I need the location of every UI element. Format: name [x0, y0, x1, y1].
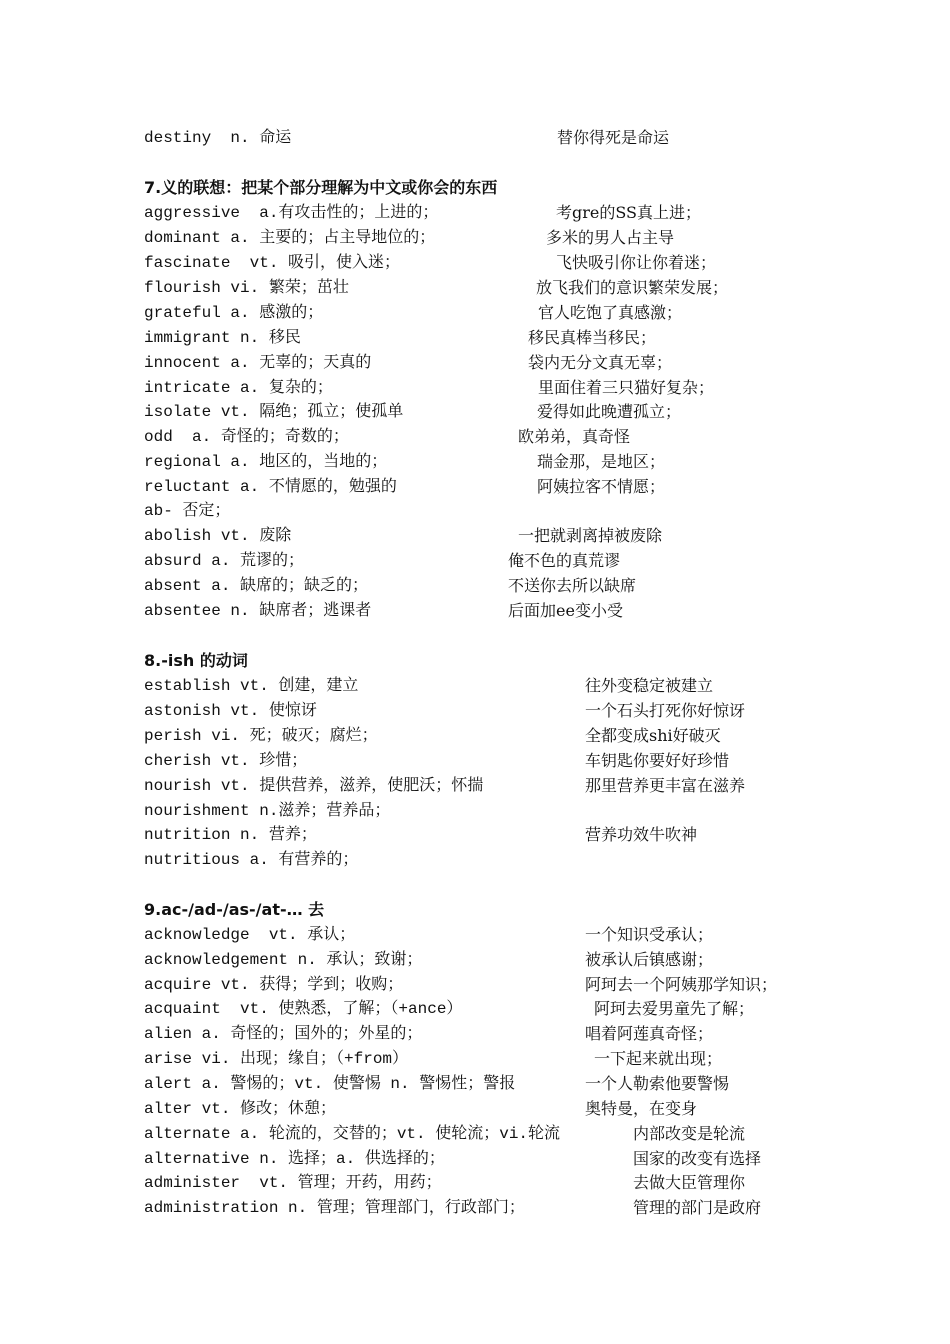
mnemonic-hint: 替你得死是命运 [557, 128, 670, 147]
vocab-word-line: innocent a. 无辜的；天真的 [144, 354, 372, 372]
vocab-word-line: alert a. 警惕的；vt. 使警惕 n. 警惕性；警报 [144, 1075, 516, 1093]
vocab-word-line: nourish vt. 提供营养，滋养，使肥沃；怀揣 [144, 777, 484, 795]
vocab-word-line: reluctant a. 不情愿的，勉强的 [144, 478, 397, 496]
mnemonic-hint: 一把就剥离掉被废除 [518, 526, 663, 545]
vocab-word-line: arise vi. 出现；缘自；（+from） [144, 1050, 409, 1068]
mnemonic-hint: 一下起来就出现； [594, 1049, 723, 1068]
mnemonic-hint: 那里营养更丰富在滋养 [585, 776, 746, 795]
mnemonic-hint: 俺不色的真荒谬 [508, 551, 621, 570]
vocab-word-line: alternate a. 轮流的，交替的；vt. 使轮流；vi.轮流 [144, 1125, 561, 1143]
vocab-word-line: grateful a. 感激的； [144, 304, 324, 322]
mnemonic-hint: 官人吃饱了真感激； [538, 303, 683, 322]
section-heading: 8.-ish 的动词 [144, 651, 248, 670]
vocab-word-line: cherish vt. 珍惜； [144, 752, 308, 770]
vocab-word-line: flourish vi. 繁荣；茁壮 [144, 279, 349, 297]
mnemonic-hint: 阿珂去一个阿姨那学知识； [585, 975, 778, 994]
vocab-word-line: absentee n. 缺席者；逃课者 [144, 602, 372, 620]
mnemonic-hint: 国家的改变有选择 [633, 1149, 762, 1168]
mnemonic-hint: 被承认后镇感谢； [585, 950, 714, 969]
vocab-word-line: astonish vt. 使惊讶 [144, 702, 317, 720]
vocab-word-line: alien a. 奇怪的；国外的；外星的； [144, 1025, 423, 1043]
vocab-word-line: perish vi. 死；破灭；腐烂； [144, 727, 378, 745]
mnemonic-hint: 不送你去所以缺席 [508, 576, 637, 595]
vocab-word-line: acknowledge vt. 承认； [144, 926, 356, 944]
mnemonic-hint: 袋内无分文真无辜； [528, 353, 673, 372]
vocab-word-line: establish vt. 创建，建立 [144, 677, 359, 695]
vocab-word-line: nourishment n.滋养；营养品； [144, 802, 391, 820]
mnemonic-hint: 阿姨拉客不情愿； [537, 477, 666, 496]
mnemonic-hint: 里面住着三只猫好复杂； [538, 378, 715, 397]
vocab-word-line: nutrition n. 营养； [144, 826, 317, 844]
vocab-word-line: aggressive a.有攻击性的；上进的； [144, 204, 439, 222]
mnemonic-hint: 一个人勒索他要警惕 [585, 1074, 730, 1093]
mnemonic-hint: 阿珂去爱男童先了解； [594, 999, 755, 1018]
vocab-word-line: intricate a. 复杂的； [144, 379, 333, 397]
mnemonic-hint: 多米的男人占主导 [546, 228, 675, 247]
vocab-word-line: isolate vt. 隔绝；孤立；使孤单 [144, 403, 404, 421]
vocab-word-line: destiny n. 命运 [144, 129, 292, 147]
mnemonic-hint: 移民真棒当移民； [528, 328, 657, 347]
vocab-word-line: fascinate vt. 吸引，使入迷； [144, 254, 401, 272]
vocab-word-line: immigrant n. 移民 [144, 329, 301, 347]
vocab-word-line: abolish vt. 废除 [144, 527, 292, 545]
mnemonic-hint: 后面加ee变小受 [508, 601, 623, 620]
mnemonic-hint: 一个石头打死你好惊讶 [585, 701, 746, 720]
mnemonic-hint: 管理的部门是政府 [633, 1198, 762, 1217]
mnemonic-hint: 车钥匙你要好好珍惜 [585, 751, 730, 770]
vocab-word-line: acknowledgement n. 承认；致谢； [144, 951, 423, 969]
section-heading: 9.ac-/ad-/as-/at-… 去 [144, 900, 325, 919]
section-heading: 7.义的联想：把某个部分理解为中文或你会的东西 [144, 178, 498, 197]
mnemonic-hint: 瑞金那，是地区； [537, 452, 666, 471]
mnemonic-hint: 全都变成shi好破灭 [585, 726, 721, 745]
mnemonic-hint: 一个知识受承认； [585, 925, 714, 944]
mnemonic-hint: 去做大臣管理你 [633, 1173, 746, 1192]
vocab-word-line: acquire vt. 获得；学到；收购； [144, 976, 404, 994]
vocab-word-line: dominant a. 主要的；占主导地位的； [144, 229, 436, 247]
vocab-word-line: alter vt. 修改；休憩； [144, 1100, 337, 1118]
mnemonic-hint: 放飞我们的意识繁荣发展； [536, 278, 729, 297]
vocab-word-line: odd a. 奇怪的；奇数的； [144, 428, 349, 446]
mnemonic-hint: 往外变稳定被建立 [585, 676, 714, 695]
vocab-word-line: absurd a. 荒谬的； [144, 552, 305, 570]
vocab-word-line: administration n. 管理；管理部门，行政部门； [144, 1199, 525, 1217]
vocab-word-line: acquaint vt. 使熟悉，了解；（+ance） [144, 1000, 463, 1018]
mnemonic-hint: 欧弟弟，真奇怪 [518, 427, 631, 446]
vocab-word-line: alternative n. 选择；a. 供选择的； [144, 1150, 445, 1168]
mnemonic-hint: 营养功效牛吹神 [585, 825, 698, 844]
mnemonic-hint: 奥特曼，在变身 [585, 1099, 698, 1118]
vocab-word-line: administer vt. 管理；开药，用药； [144, 1174, 442, 1192]
vocab-word-line: regional a. 地区的，当地的； [144, 453, 388, 471]
vocab-word-line: absent a. 缺席的；缺乏的； [144, 577, 369, 595]
mnemonic-hint: 爱得如此晚遭孤立； [537, 402, 682, 421]
mnemonic-hint: 内部改变是轮流 [633, 1124, 746, 1143]
mnemonic-hint: 唱着阿莲真奇怪； [585, 1024, 714, 1043]
mnemonic-hint: 飞快吸引你让你着迷； [556, 253, 717, 272]
vocab-word-line: ab- 否定； [144, 502, 231, 520]
mnemonic-hint: 考gre的SS真上进； [556, 203, 702, 222]
vocab-word-line: nutritious a. 有营养的； [144, 851, 359, 869]
